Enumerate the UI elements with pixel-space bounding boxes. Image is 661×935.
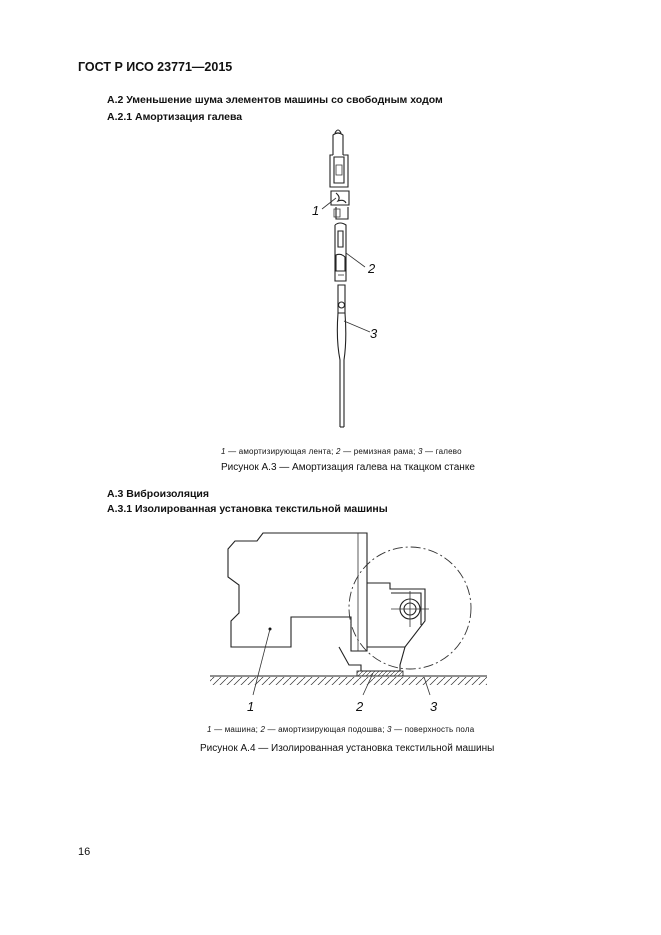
legend-text: — поверхность пола xyxy=(391,725,475,734)
section-a3-1-heading: А.3.1 Изолированная установка текстильной машины xyxy=(107,503,388,515)
legend-text: — галево xyxy=(422,447,462,456)
figure-a3-legend xyxy=(221,447,462,456)
legend-text: — ремизная рама; xyxy=(340,447,418,456)
figure-a4-label-1: 1 xyxy=(247,699,255,714)
figure-a3-label-3: 3 xyxy=(370,326,378,341)
figure-a4-label-3: 3 xyxy=(430,699,438,714)
page-number: 16 xyxy=(78,846,91,858)
figure-a3-caption: Рисунок А.3 — Амортизация галева на ткацком станке xyxy=(221,462,475,473)
figure-a4-caption: Рисунок А.4 — Изолированная установка текстильной машины xyxy=(200,743,495,754)
legend-text: — амортизирующая подошва; xyxy=(265,725,388,734)
legend-num: 1 xyxy=(207,725,212,734)
figure-a4-legend xyxy=(207,725,474,734)
legend-num: 3 xyxy=(417,447,423,456)
legend-text: — амортизирующая лента; xyxy=(225,447,336,456)
section-a2-heading: А.2 Уменьшение шума элементов машины со свободным ходом xyxy=(107,94,443,106)
legend-num: 2 xyxy=(260,725,266,734)
legend-num: 3 xyxy=(387,725,392,734)
figure-a4-machine-drawing xyxy=(205,525,495,720)
section-a3-heading: А.3 Виброизоляция xyxy=(107,488,210,500)
legend-num: 2 xyxy=(336,447,341,456)
figure-a3-label-2: 2 xyxy=(368,261,376,276)
figure-a3-heddle-drawing xyxy=(300,125,410,435)
figure-a4-label-2: 2 xyxy=(356,699,364,714)
figure-a3-label-1: 1 xyxy=(312,203,320,218)
legend-num: 1 xyxy=(221,447,226,456)
section-a2-1-heading: А.2.1 Амортизация галева xyxy=(107,111,243,123)
document-header: ГОСТ Р ИСО 23771—2015 xyxy=(78,60,233,74)
legend-text: — машина; xyxy=(211,725,261,734)
